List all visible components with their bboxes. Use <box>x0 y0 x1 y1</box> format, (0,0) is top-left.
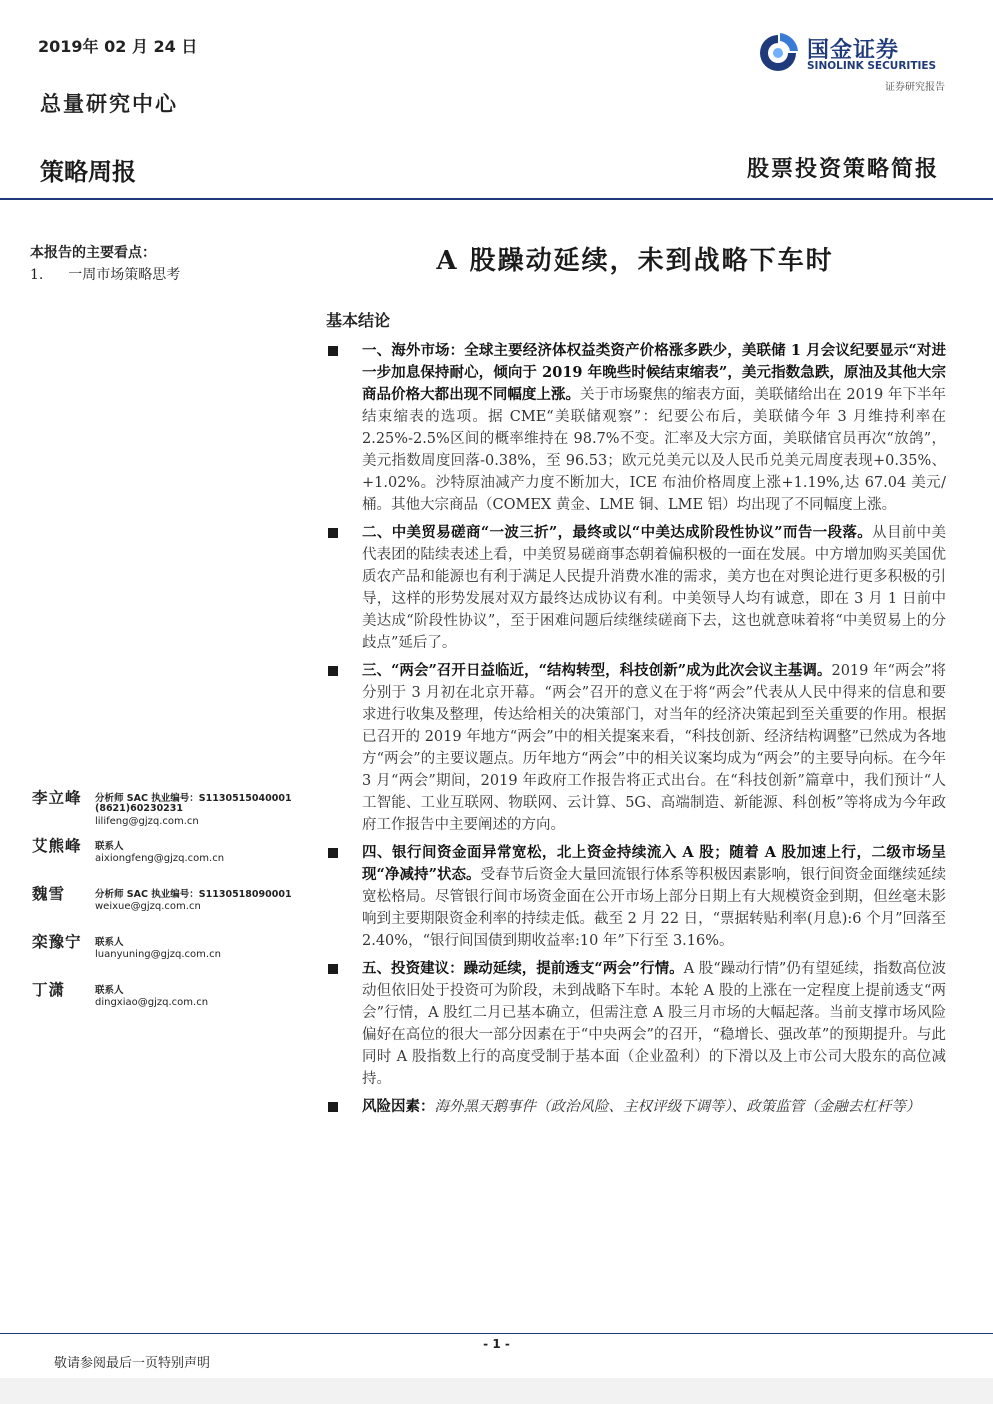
conclusion-item <box>326 340 946 516</box>
bullet-square-icon <box>328 848 338 858</box>
bullet-square-icon <box>328 666 338 676</box>
analyst-email[interactable]: dingxiao@gjzq.com.cn <box>95 997 209 1008</box>
brand-name-en: SINOLINK SECURITIES <box>807 60 937 72</box>
conclusion-item-heading: 一、海外市场：全球主要经济体权益类资产价格涨多跌少，美联储 1 月会议纪要显示“对进一步加息保持耐心，倾向于 2019 年晚些时候结束缩表”，美元指数急跌，原油及其他大宗商品价格大都出现不同幅度上涨。 <box>362 342 946 403</box>
brand-name-cn: 国金证券 <box>807 38 900 63</box>
analyst-role: 分析师 SAC 执业编号：S1130518090001 <box>95 889 292 900</box>
conclusion-item-heading: 二、中美贸易磋商“一波三折”，最终或以“中美达成阶段性协议”而告一段落。 <box>362 524 873 541</box>
analyst-card <box>32 930 312 978</box>
report-date: 2019年 02 月 24 日 <box>38 37 198 56</box>
research-center-name: 总量研究中心 <box>40 91 178 116</box>
key-points-title: 本报告的主要看点： <box>30 245 156 261</box>
conclusion-item-heading: 五、投资建议：躁动延续，提前透支“两会”行情。 <box>362 960 684 977</box>
conclusion-item <box>326 842 946 952</box>
analyst-role: 联系人 <box>95 841 124 852</box>
bullet-square-icon <box>328 346 338 356</box>
sinolink-logo-icon <box>757 32 799 74</box>
analyst-email[interactable]: weixue@gjzq.com.cn <box>95 901 201 912</box>
risk-factors-heading: 风险因素： <box>362 1098 435 1115</box>
conclusion-item-heading: 三、“两会”召开日益临近，“结构转型，科技创新”成为此次会议主基调。 <box>362 662 832 679</box>
bullet-square-icon <box>328 1102 338 1112</box>
main-title: A 股躁动延续，未到战略下车时 <box>436 246 834 276</box>
bullet-square-icon <box>328 528 338 538</box>
key-point-number: 1. <box>30 267 44 283</box>
conclusion-item-text: 关于市场聚焦的缩表方面，美联储给出在 2019 年下半年结束缩表的选项。据 CME“美联储观察”：纪要公布后，美联储今年 3 月维持利率在 2.25%-2.5%区间的概率维持在 98.7%不变。汇率及大宗方面，美联储官员再次“放鸽”，美元指数周度回落-0.38%，至 96.53；欧元兑美元以及人民币兑美元周度表现+0.35%、+1.02%。沙特原油减产力度不断加大，ICE 布油价格周度上涨+1.19%,达 67.04 美元/桶。其他大宗商品（COMEX 黄金、LME 铜、LME 铝）均出现了不同幅度上涨。 <box>362 387 946 513</box>
analyst-card <box>32 978 312 1026</box>
analyst-role: 分析师 SAC 执业编号：S1130515040001 <box>95 793 292 804</box>
header-divider <box>0 198 993 200</box>
conclusion-item-text: 从目前中美代表团的陆续表述上看，中美贸易磋商事态朝着偏积极的一面在发展。中方增加购买美国优质农产品和能源也有利于满足人民提升消费水准的需求，美方也在对舆论进行更多积极的引导，这样的形势发展对双方最终达成协议有利。中美领导人均有诚意，即在 3 月 1 日前中美达成“阶段性协议”，至于困难问题后续继续磋商下去，这也就意味着将“中美贸易上的分歧点”延后了。 <box>362 525 947 651</box>
bottom-band <box>0 1378 993 1404</box>
conclusion-item-text: 2019 年“两会”将分别于 3 月初在北京开幕。“两会”召开的意义在于将“两会”代表从人民中得来的信息和要求进行收集及整理，传达给相关的决策部门，对当年的经济决策起到至关重要的作用。根据已召开的 2019 年地方“两会”中的相关提案来看，“科技创新、经济结构调整”已然成为各地方“两会”的主要议题点。历年地方“两会”中的相关议案均成为“两会”的主要导向标。在今年 3 月“两会”期间，2019 年政府工作报告将正式出台。在“科技创新”篇章中，我们预计“人工智能、工业互联网、物联网、云计算、5G、高端制造、新能源、科创板”等将成为今年政府工作报告中主要阐述的方向。 <box>362 663 946 833</box>
analyst-list <box>32 786 312 1026</box>
conclusion-item <box>326 958 946 1090</box>
analyst-card <box>32 786 312 834</box>
analyst-email[interactable]: lilifeng@gjzq.com.cn <box>95 816 199 827</box>
key-point-item <box>30 264 180 284</box>
analyst-card <box>32 834 312 882</box>
analyst-name: 魏雪 <box>32 884 66 903</box>
conclusion-item <box>326 522 946 654</box>
conclusion-item-text: A 股“躁动行情”仍有望延续，指数高位波动但依旧处于投资可为阶段，未到战略下车时。本轮 A 股的上涨在一定程度上提前透支“两会”行情，A 股红二月已基本确立，但需注意 A 股三月市场的大幅起落。当前支撑市场风险偏好在高位的很大一部分因素在于“中央两会”的召开，“稳增长、强改革”的预期提升。与此同时 A 股指数上行的高度受制于基本面（企业盈利）的下滑以及上市公司大股东的高位减持。 <box>362 961 946 1087</box>
key-point-text: 一周市场策略思考 <box>68 267 181 283</box>
conclusion-item-heading: 四、银行间资金面异常宽松，北上资金持续流入 A 股；随着 A 股加速上行，二级市场呈现“净减持”状态。 <box>362 844 946 883</box>
risk-factors-text: 海外黑天鹅事件（政治风险、主权评级下调等）、政策监管（金融去杠杆等） <box>434 1099 921 1115</box>
analyst-card <box>32 882 312 930</box>
report-subtitle: 股票投资策略简报 <box>746 156 939 182</box>
footer-divider <box>0 1333 993 1334</box>
analyst-role: 联系人 <box>95 937 124 948</box>
brand-logo <box>757 32 947 76</box>
analyst-email[interactable]: luanyuning@gjzq.com.cn <box>95 949 221 960</box>
section-heading: 基本结论 <box>326 311 391 330</box>
analyst-name: 李立峰 <box>32 788 82 807</box>
report-category: 策略周报 <box>40 158 136 186</box>
page-number: - 1 - <box>483 1337 510 1351</box>
report-type-label: 证券研究报告 <box>885 82 945 93</box>
analyst-name: 栾豫宁 <box>32 932 82 951</box>
analyst-phone: (8621)60230231 <box>95 803 184 814</box>
disclaimer-note: 敬请参阅最后一页特别声明 <box>54 1356 211 1371</box>
conclusion-list <box>326 340 946 1124</box>
conclusion-item-text: 受春节后资金大量回流银行体系等积极因素影响，银行间资金面继续延续宽松格局。尽管银行间市场资金面在公开市场上部分日期上有大规模资金到期，但丝毫未影响到主要期限资金利率的持续走低。截至 2 月 22 日，“票据转贴利率(月息):6 个月”回落至 2.40%，“银行间国债到期收益率:10 年”下行至 3.16%。 <box>362 867 946 949</box>
analyst-role: 联系人 <box>95 985 124 996</box>
conclusion-item <box>326 660 946 836</box>
analyst-email[interactable]: aixiongfeng@gjzq.com.cn <box>95 853 225 864</box>
risk-factors-item <box>326 1096 946 1118</box>
bullet-square-icon <box>328 964 338 974</box>
analyst-name: 丁潇 <box>32 980 66 999</box>
analyst-name: 艾熊峰 <box>32 836 82 855</box>
